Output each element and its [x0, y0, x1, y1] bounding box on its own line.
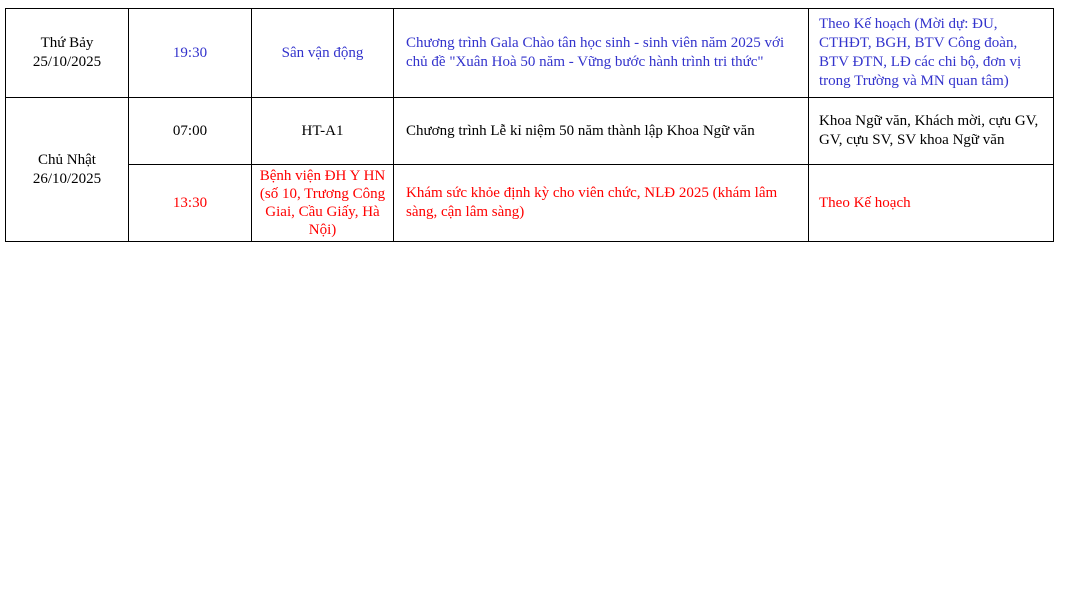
time-cell: 13:30	[129, 165, 252, 242]
day-label: Chủ Nhật	[38, 151, 96, 168]
schedule-table	[5, 8, 1054, 242]
participants-cell: Theo Kế hoạch (Mời dự: ĐU, CTHĐT, BGH, BTV Công đoàn, BTV ĐTN, LĐ các chi bộ, đơn vị trong Trường và MN quan tâm)	[809, 9, 1054, 98]
day-cell	[6, 98, 129, 242]
time-cell: 19:30	[129, 9, 252, 98]
content-cell: Khám sức khỏe định kỳ cho viên chức, NLĐ 2025 (khám lâm sàng, cận lâm sàng)	[394, 165, 809, 242]
table-row	[6, 165, 1054, 242]
table-row	[6, 9, 1054, 98]
day-label: Thứ Bảy	[40, 35, 94, 51]
time-cell: 07:00	[129, 98, 252, 165]
place-cell: Sân vận động	[252, 9, 394, 98]
participants-cell: Theo Kế hoạch	[809, 165, 1054, 242]
place-cell: HT-A1	[252, 98, 394, 165]
date-label: 26/10/2025	[32, 170, 102, 187]
participants-cell: Khoa Ngữ văn, Khách mời, cựu GV, GV, cựu SV, SV khoa Ngữ văn	[809, 98, 1054, 165]
content-cell: Chương trình Lễ kỉ niệm 50 năm thành lập Khoa Ngữ văn	[394, 98, 809, 165]
date-label: 25/10/2025	[32, 54, 102, 70]
table-row	[6, 98, 1054, 165]
place-cell: Bệnh viện ĐH Y HN (số 10, Trương Công Giai, Cầu Giấy, Hà Nội)	[252, 165, 394, 242]
day-cell	[6, 9, 129, 98]
content-cell: Chương trình Gala Chào tân học sinh - sinh viên năm 2025 với chủ đề "Xuân Hoà 50 năm - Vững bước hành trình tri thức"	[394, 9, 809, 98]
